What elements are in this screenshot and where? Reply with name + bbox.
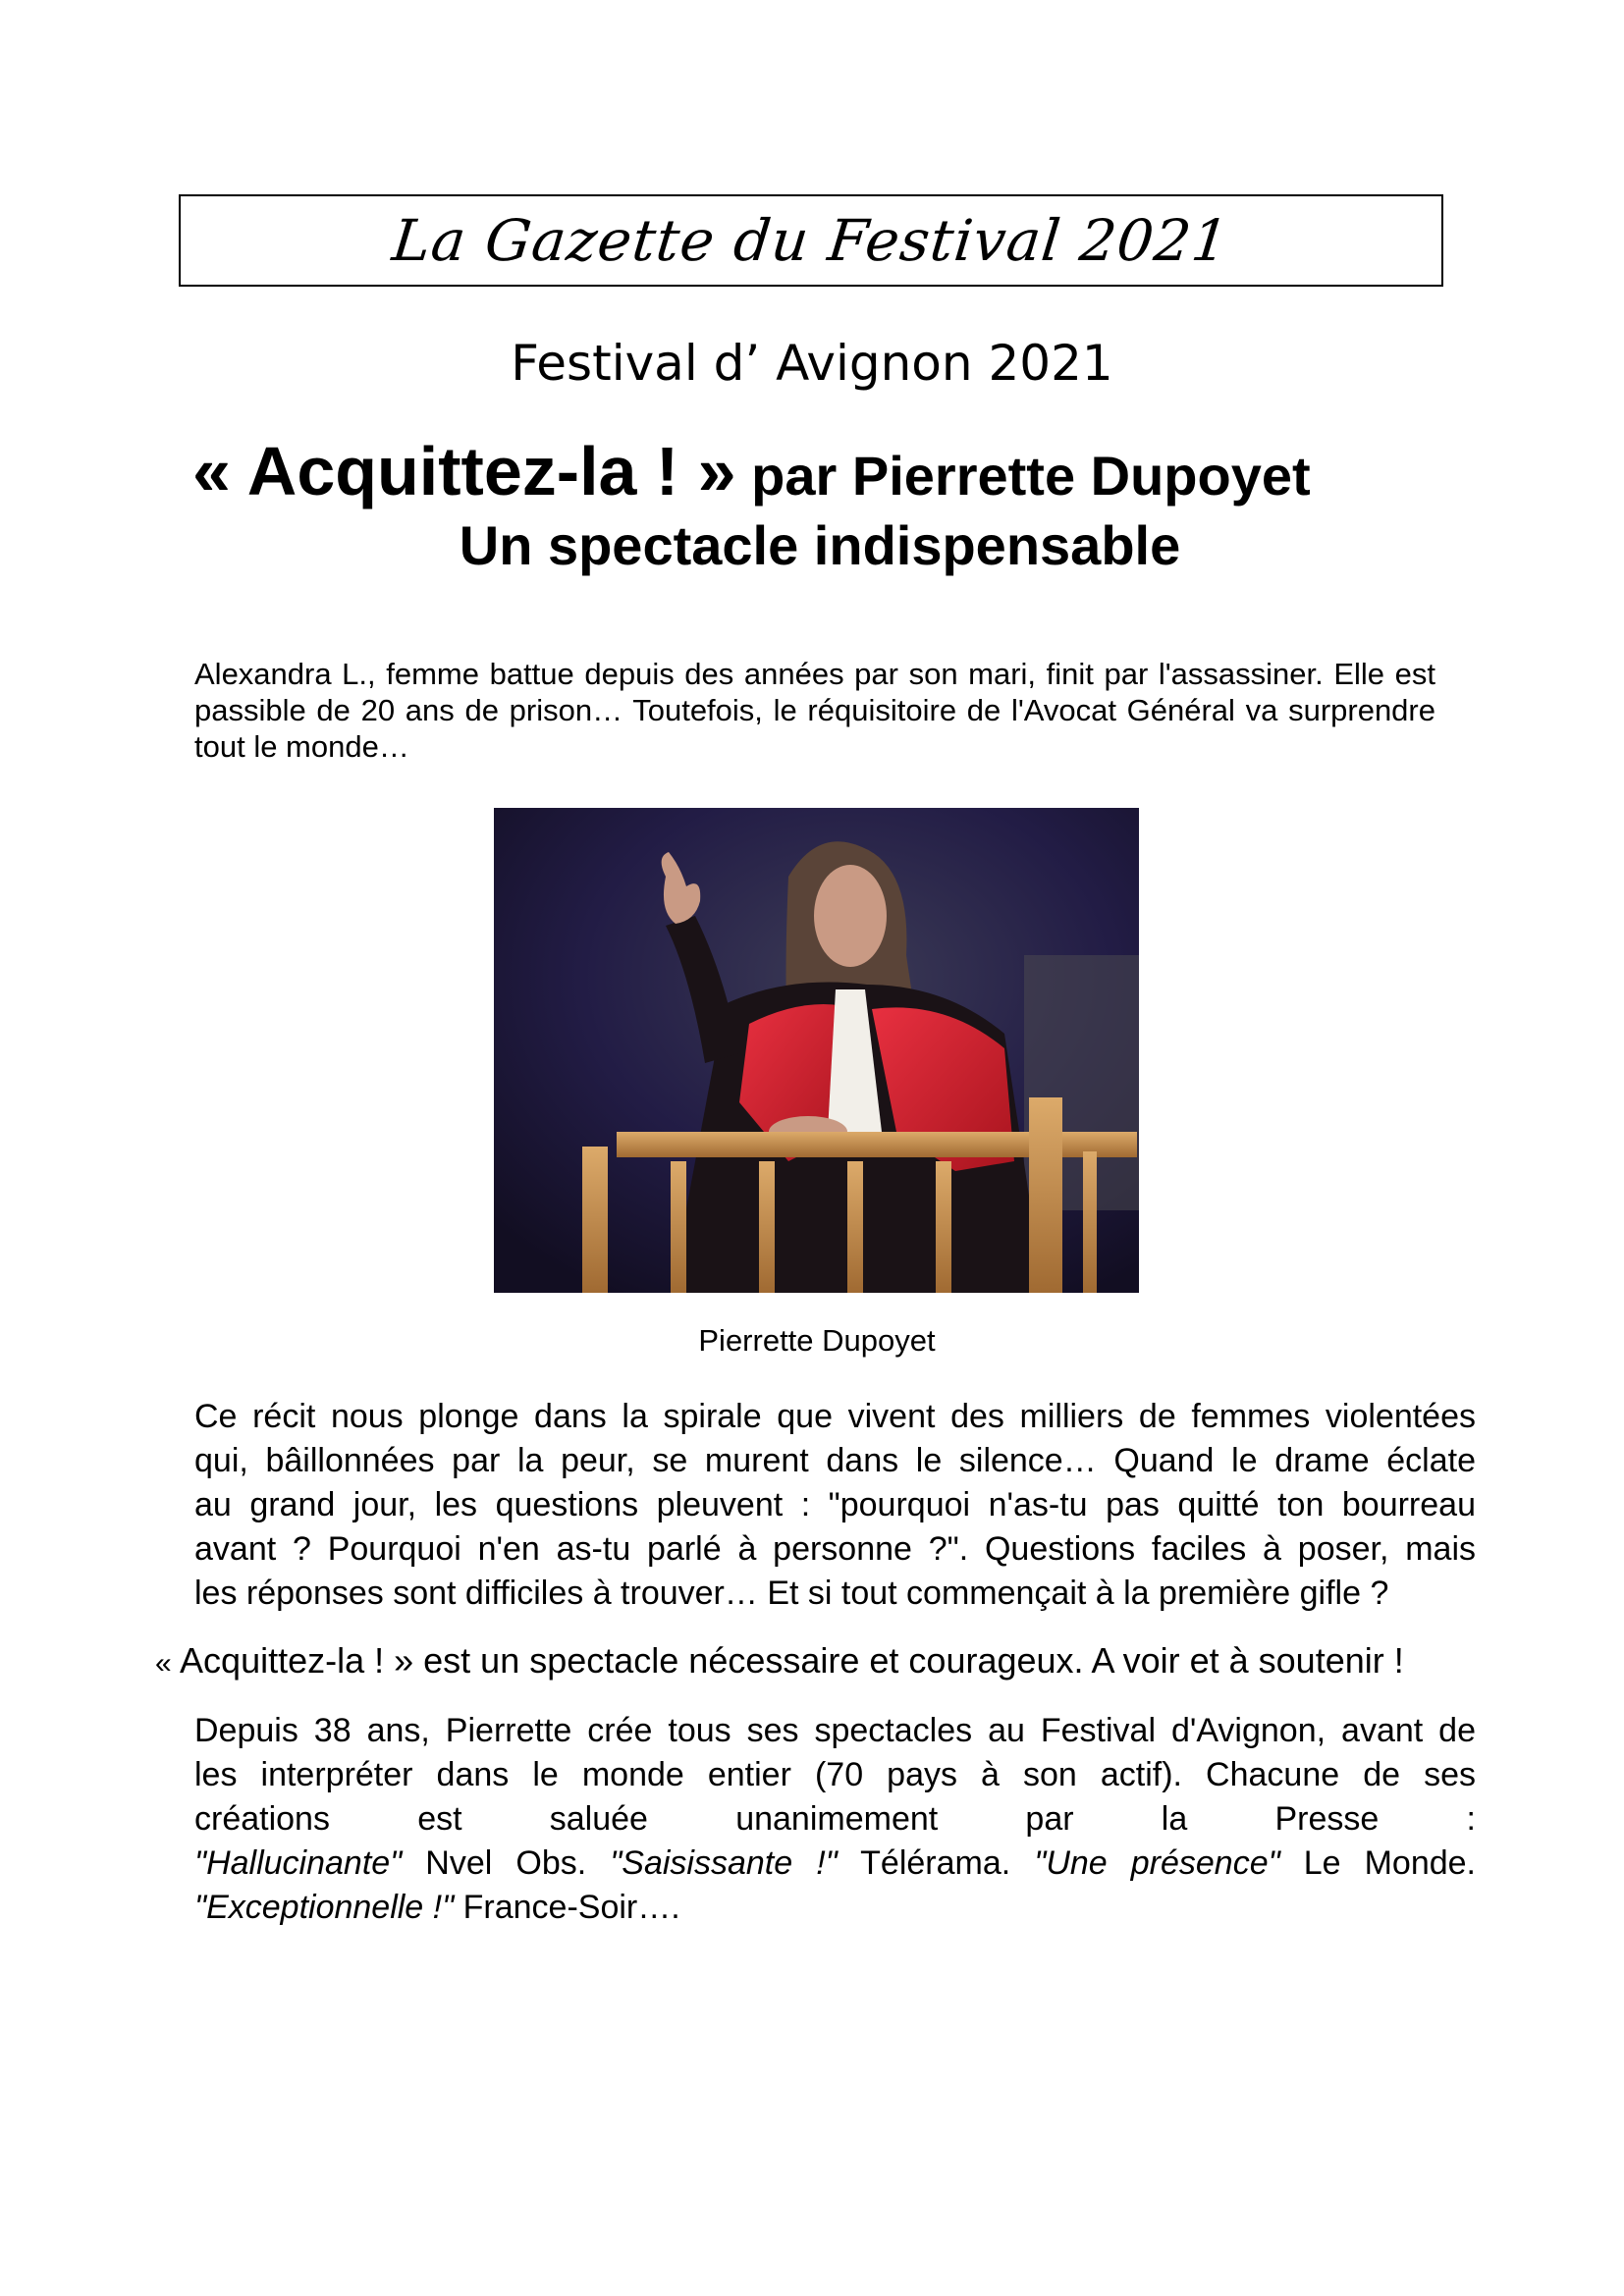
pull-quote-open: « bbox=[155, 1647, 181, 1680]
headline bbox=[192, 432, 1430, 515]
headline-byline: par Pierrette Dupoyet bbox=[735, 445, 1311, 507]
festival-heading: Festival d’ Avignon 2021 bbox=[511, 335, 1113, 392]
photo-caption: Pierrette Dupoyet bbox=[698, 1323, 936, 1358]
press-quotes-line bbox=[194, 1842, 1476, 1886]
body-paragraph bbox=[194, 1395, 1476, 1616]
press-quote: "Exceptionnelle !" bbox=[194, 1889, 455, 1926]
pull-quote bbox=[155, 1637, 1530, 1687]
masthead-box bbox=[179, 194, 1443, 287]
bio-line: Depuis 38 ans, Pierrette crée tous ses spectacles au Festival d'Avignon, avant de bbox=[194, 1712, 1476, 1749]
performer-illustration bbox=[494, 808, 1139, 1293]
masthead-title: La Gazette du Festival 2021 bbox=[389, 207, 1233, 274]
headline-subtitle: Un spectacle indispensable bbox=[459, 514, 1181, 576]
press-quote: "Saisissante !" bbox=[610, 1844, 838, 1882]
body-line: avant ? Pourquoi n'en as-tu parlé à personne ?". Questions faciles à poser, mais bbox=[194, 1530, 1476, 1568]
press-source: Télérama. bbox=[837, 1844, 1035, 1882]
body-line: qui, bâillonnées par la peur, se murent dans le silence… Quand le drame éclate bbox=[194, 1442, 1476, 1479]
bio-line: les interpréter dans le monde entier (70 pays à son actif). Chacune de ses bbox=[194, 1756, 1476, 1793]
bio-line: créations est saluée unanimement par la Presse : bbox=[194, 1800, 1476, 1838]
press-quotes-line bbox=[194, 1886, 1476, 1930]
pull-quote-text: Acquittez-la ! » est un spectacle nécessaire et courageux. A voir et à soutenir ! bbox=[180, 1640, 1404, 1681]
press-source: France-Soir…. bbox=[454, 1889, 680, 1926]
body-line: au grand jour, les questions pleuvent : "pourquoi n'as-tu pas quitté ton bourreau bbox=[194, 1486, 1476, 1523]
press-source: Nvel Obs. bbox=[402, 1844, 611, 1882]
press-quote: "Hallucinante" bbox=[194, 1844, 403, 1882]
press-quote: "Une présence" bbox=[1034, 1844, 1280, 1882]
intro-paragraph: Alexandra L., femme battue depuis des années par son mari, finit par l'assassiner. Elle est passible de 20 ans de prison… Toutefois, le réquisitoire de l'Avocat Général va surprendre tout le monde… bbox=[194, 657, 1435, 764]
bio-paragraph bbox=[194, 1709, 1476, 1930]
performer-photo bbox=[494, 808, 1139, 1293]
press-source: Le Monde. bbox=[1279, 1844, 1476, 1882]
headline-title: « Acquittez-la ! » bbox=[192, 433, 736, 509]
body-line: les réponses sont difficiles à trouver… Et si tout commençait à la première gifle ? bbox=[194, 1575, 1389, 1612]
body-line: Ce récit nous plonge dans la spirale que vivent des milliers de femmes violentées bbox=[194, 1398, 1476, 1435]
